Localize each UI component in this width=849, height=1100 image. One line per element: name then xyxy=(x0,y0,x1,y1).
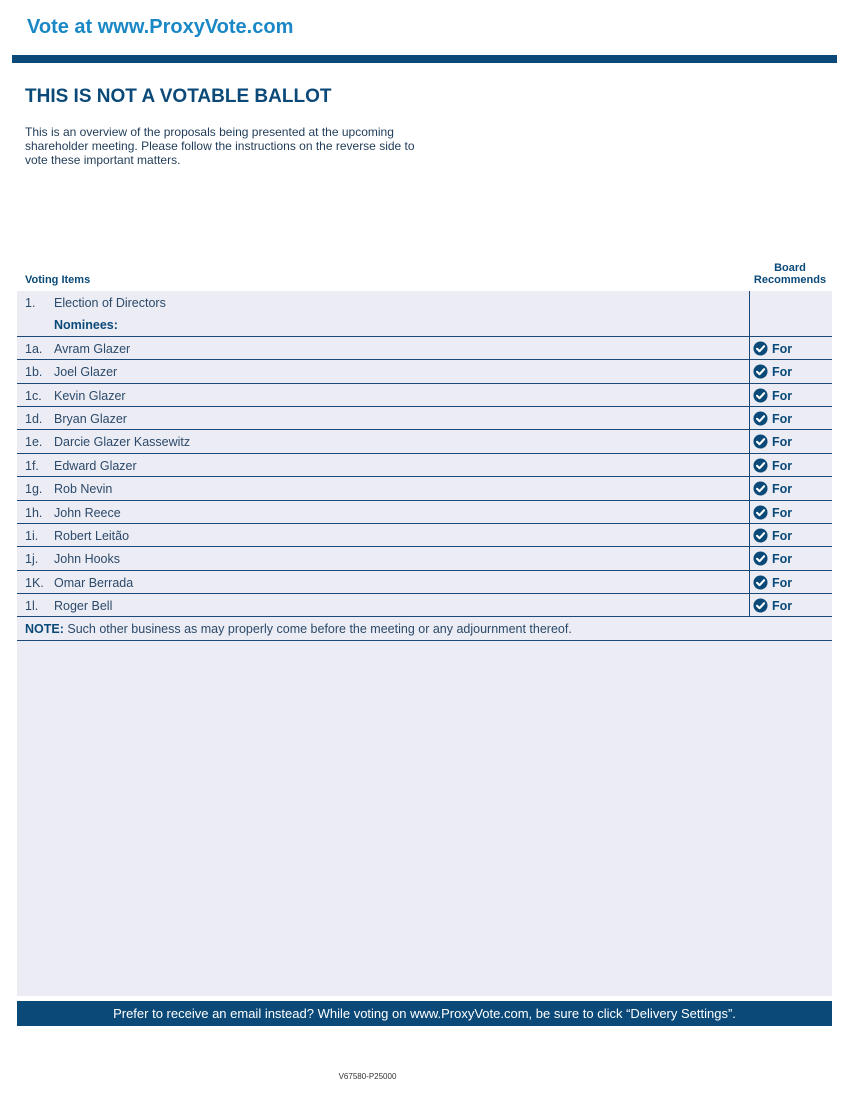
proposal-row xyxy=(17,291,832,313)
check-circle-icon xyxy=(753,528,768,543)
recommendation-cell xyxy=(749,360,833,382)
nominee-row xyxy=(17,360,832,383)
nominee-number: 1b. xyxy=(25,365,43,380)
note-text xyxy=(25,622,572,636)
check-circle-icon xyxy=(753,481,768,496)
recommendation-label: For xyxy=(772,552,793,567)
nominee-name: Kevin Glazer xyxy=(54,388,126,403)
check-circle-icon xyxy=(753,575,768,590)
recommendation-label: For xyxy=(772,599,793,614)
recommendation-cell xyxy=(749,524,833,546)
nominee-number: 1j. xyxy=(25,552,39,567)
board-recommends-header xyxy=(748,262,832,286)
recommendation-cell xyxy=(749,430,833,452)
nominee-number: 1l. xyxy=(25,599,39,614)
document-code: V67580-P25000 xyxy=(338,1072,397,1081)
recommendation-label: For xyxy=(772,575,793,590)
check-circle-icon xyxy=(753,388,768,403)
recommendation-label: For xyxy=(772,435,793,450)
nominee-name: Robert Leitão xyxy=(54,528,130,543)
nominee-name: Bryan Glazer xyxy=(54,411,127,426)
nominee-number: 1e. xyxy=(25,435,43,450)
nominee-row xyxy=(17,337,832,360)
proxyvote-link[interactable]: Vote at www.ProxyVote.com xyxy=(27,16,294,38)
nominee-row xyxy=(17,430,832,453)
recommendation-label: For xyxy=(772,341,793,356)
recommendation-cell xyxy=(749,313,833,335)
check-circle-icon xyxy=(753,434,768,449)
nominee-name: Avram Glazer xyxy=(54,341,131,356)
note-label: NOTE: xyxy=(25,622,64,637)
recommendation-cell xyxy=(749,337,833,359)
nominee-name: Rob Nevin xyxy=(54,482,113,497)
recommendation-label: For xyxy=(772,505,793,520)
recommendation-cell xyxy=(749,384,833,406)
nominee-name: Joel Glazer xyxy=(54,365,118,380)
voting-items-panel xyxy=(17,291,832,996)
board-recommends-line1: Board xyxy=(774,262,806,274)
page-title: THIS IS NOT A VOTABLE BALLOT xyxy=(25,86,332,107)
check-circle-icon xyxy=(753,364,768,379)
note-body: Such other business as may properly come before the meeting or any adjournment thereof. xyxy=(63,622,572,637)
recommendation-cell xyxy=(749,407,833,429)
check-circle-icon xyxy=(753,598,768,613)
nominee-name: Edward Glazer xyxy=(54,458,137,473)
recommendation-label: For xyxy=(772,528,793,543)
check-circle-icon xyxy=(753,411,768,426)
check-circle-icon xyxy=(753,505,768,520)
check-circle-icon xyxy=(753,341,768,356)
nominee-list xyxy=(17,337,832,618)
nominees-heading-row xyxy=(17,313,832,336)
recommendation-cell xyxy=(749,501,833,523)
intro-text: This is an overview of the proposals being presented at the upcoming shareholder meeting. Please follow the instructions on the reverse side to vote these important matters. xyxy=(25,125,415,167)
recommendation-cell xyxy=(749,547,833,569)
nominee-number: 1d. xyxy=(25,411,43,426)
nominee-row xyxy=(17,594,832,617)
recommendation-label: For xyxy=(772,365,793,380)
proposal-label: Election of Directors xyxy=(54,296,166,310)
recommendation-label: For xyxy=(772,411,793,426)
nominee-row xyxy=(17,477,832,500)
nominee-row xyxy=(17,501,832,524)
nominee-name: Roger Bell xyxy=(54,599,113,614)
nominee-number: 1c. xyxy=(25,388,42,403)
board-recommends-line2: Recommends xyxy=(753,274,827,286)
nominees-label: Nominees: xyxy=(54,318,118,333)
recommendation-label: For xyxy=(772,482,793,497)
voting-items-table xyxy=(17,291,832,641)
recommendation-cell xyxy=(749,454,833,476)
nominee-number: 1h. xyxy=(25,505,43,520)
note-row xyxy=(17,617,832,640)
nominee-row xyxy=(17,384,832,407)
recommendation-label: For xyxy=(772,458,793,473)
nominee-row xyxy=(17,407,832,430)
nominee-number: 1i. xyxy=(25,528,39,543)
recommendation-cell xyxy=(749,477,833,499)
nominee-name: John Reece xyxy=(54,505,121,520)
nominee-number: 1K. xyxy=(25,575,44,590)
nominee-number: 1g. xyxy=(25,482,43,497)
nominee-name: John Hooks xyxy=(54,552,121,567)
header-divider xyxy=(12,55,837,63)
nominee-name: Omar Berrada xyxy=(54,575,134,590)
nominee-number: 1a. xyxy=(25,341,43,356)
recommendation-cell xyxy=(749,571,833,593)
nominee-number: 1f. xyxy=(25,458,39,473)
check-circle-icon xyxy=(753,551,768,566)
delivery-settings-banner: Prefer to receive an email instead? While voting on www.ProxyVote.com, be sure to click “Delivery Settings”. xyxy=(17,1001,832,1026)
check-circle-icon xyxy=(753,458,768,473)
recommendation-cell xyxy=(749,291,833,313)
voting-items-header: Voting Items xyxy=(25,274,91,286)
recommendation-cell xyxy=(749,594,833,616)
proposal-number: 1. xyxy=(25,296,36,310)
nominee-name: Darcie Glazer Kassewitz xyxy=(54,435,191,450)
nominee-row xyxy=(17,571,832,594)
recommendation-label: For xyxy=(772,388,793,403)
nominee-row xyxy=(17,524,832,547)
nominee-row xyxy=(17,454,832,477)
nominee-row xyxy=(17,547,832,570)
